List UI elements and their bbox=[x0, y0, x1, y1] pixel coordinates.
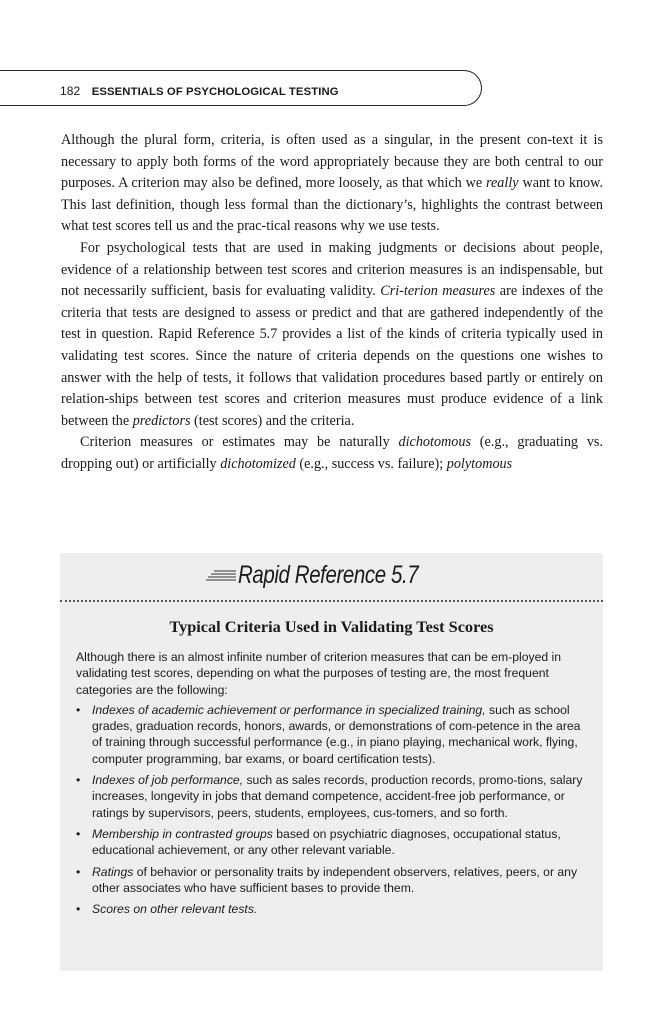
rapid-reference-divider bbox=[60, 600, 603, 602]
list-item-text: such as school grades, graduation records, honors, awards, or demonstrations of com-petence in the area of training through successful performance (e.g., in piano playing, mechanical work, flying, computer programming, bar exams, or board certification tests). bbox=[92, 702, 581, 766]
rapid-reference-list bbox=[76, 702, 591, 918]
paragraph-2-text-b: are indexes of the criteria that tests are designed to assess or predict and that are gathered independently of the test in question. Rapid Reference 5.7 provides a list of the kinds of criteria typically used in validating test scores. Since the nature of criteria depends on the questions one wishes to answer with the help of tests, it follows that validation procedures based partly or entirely on relation-ships between test scores and criterion measures must produce evidence of a link between the bbox=[61, 283, 603, 429]
book-title: ESSENTIALS OF PSYCHOLOGICAL TESTING bbox=[91, 86, 339, 98]
bullet-icon: • bbox=[76, 702, 81, 717]
rapid-reference-title: Rapid Reference 5.7 bbox=[237, 561, 418, 589]
list-item-italic: Scores on other relevant tests. bbox=[92, 902, 258, 917]
rapid-reference-lines-icon bbox=[206, 569, 236, 583]
list-item-text: such as sales records, production records, promo-tions, salary increases, longevity in jobs that demand competence, accident-free job performance, or ratings by supervisors, peers, students, employees, cus-tomers, and so forth. bbox=[92, 773, 583, 820]
paragraph-1-text-b: want to know. This last definition, though less formal than the dictionary’s, highlights the contrast between what test scores tell us and the prac-tical reasons why we use tests. bbox=[61, 175, 604, 235]
list-item bbox=[76, 702, 591, 767]
paragraph-3-text-a: Criterion measures or estimates may be naturally bbox=[80, 434, 399, 451]
list-item bbox=[76, 864, 591, 897]
list-item bbox=[76, 826, 591, 859]
paragraph-3 bbox=[61, 432, 603, 475]
paragraph-3-italic-a: dichotomous bbox=[398, 434, 471, 451]
body-text bbox=[61, 130, 603, 476]
list-item bbox=[76, 772, 591, 821]
paragraph-3-text-b: (e.g., graduating vs. dropping out) or artificially bbox=[61, 434, 603, 472]
paragraph-3-italic-c: polytomous bbox=[446, 455, 513, 472]
page-number: 182 bbox=[60, 84, 81, 98]
list-item-text: based on psychiatric diagnoses, occupational status, educational achievement, or any other relevant variable. bbox=[92, 826, 561, 858]
paragraph-2-italic-a: Cri-terion measures bbox=[380, 283, 496, 300]
paragraph-3-text-c: (e.g., success vs. failure); bbox=[295, 455, 447, 472]
paragraph-1 bbox=[61, 130, 603, 238]
rapid-reference-heading: Typical Criteria Used in Validating Test Scores bbox=[169, 617, 494, 636]
bullet-icon: • bbox=[76, 864, 81, 879]
list-item-italic: Membership in contrasted groups bbox=[92, 826, 273, 841]
bullet-icon: • bbox=[76, 826, 81, 841]
list-item-italic: Ratings bbox=[92, 864, 134, 879]
list-item-italic: Indexes of job performance, bbox=[92, 773, 244, 788]
rapid-reference-intro: Although there is an almost infinite number of criterion measures that can be em-ployed in validating test scores, depending on what the purposes of testing are, the most frequent categories are the following: bbox=[76, 650, 562, 697]
paragraph-2 bbox=[61, 238, 603, 432]
list-item bbox=[76, 901, 591, 917]
list-item-italic: Indexes of academic achievement or performance in specialized training, bbox=[92, 702, 486, 717]
paragraph-3-italic-b: dichotomized bbox=[220, 455, 296, 472]
paragraph-1-italic: really bbox=[486, 175, 519, 192]
paragraph-2-italic-b: predictors bbox=[132, 412, 191, 429]
bullet-icon: • bbox=[76, 902, 81, 917]
rapid-reference-content bbox=[76, 649, 591, 922]
rapid-reference-title-row bbox=[60, 561, 603, 590]
paragraph-1-text-a: Although the plural form, criteria, is often used as a singular, in the present con-text it is necessary to apply both forms of the word appropriately because they are both central to our purposes. A criterion may also be defined, more loosely, as that which we bbox=[61, 132, 603, 192]
paragraph-2-text-a: For psychological tests that are used in making judgments or decisions about people, evidence of a relationship between test scores and criterion measures is an indispensable, but not necessarily sufficient, basis for evaluating validity. bbox=[61, 239, 603, 300]
running-header bbox=[60, 84, 339, 98]
bullet-icon: • bbox=[76, 773, 81, 788]
list-item-text: of behavior or personality traits by independent observers, relatives, peers, or any other associates who have sufficient bases to provide them. bbox=[92, 864, 578, 895]
paragraph-2-text-c: (test scores) and the criteria. bbox=[190, 412, 355, 429]
rapid-reference-box bbox=[60, 553, 603, 971]
